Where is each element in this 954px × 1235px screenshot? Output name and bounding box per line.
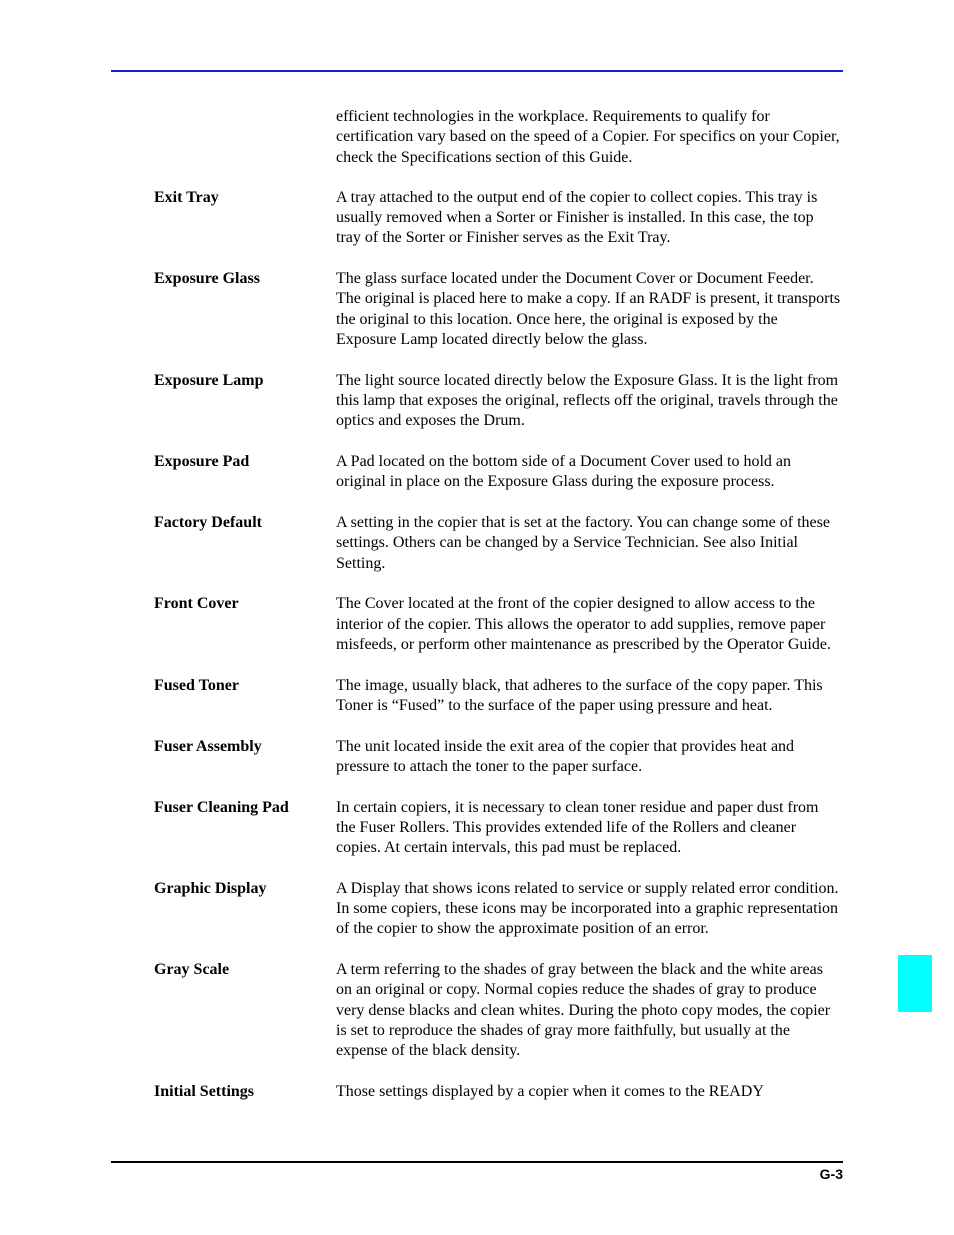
glossary-entry: [154, 1082, 844, 1102]
glossary-term: Initial Settings: [154, 1082, 255, 1100]
glossary-entry: [154, 879, 844, 940]
section-tab-marker: [898, 955, 932, 1012]
glossary-entry: [154, 737, 844, 778]
glossary-entry: [154, 452, 844, 493]
glossary-entry: [154, 676, 844, 717]
glossary-entry: [154, 371, 844, 432]
glossary-entry: [154, 594, 844, 655]
page-number: G-3: [819, 1166, 843, 1182]
continued-definition: efficient technologies in the workplace. Requirements to qualify for certification vary based on the speed of a Copier. For specifics on your Copier, check the Specifications section of this Guide.: [336, 108, 840, 166]
glossary-definition: The glass surface located under the Document Cover or Document Feeder. The original is placed here to make a copy. If an RADF is present, it transports the original to this location. Once here, the original is exposed by the Exposure Lamp located directly below the glass.: [336, 270, 841, 349]
glossary-term: Exposure Pad: [154, 453, 250, 471]
glossary-term: Exposure Lamp: [154, 371, 264, 389]
glossary-definition: The image, usually black, that adheres to the surface of the copy paper. This Toner is “Fused” to the surface of the paper using pressure and heat.: [336, 676, 823, 714]
glossary-definition: A Pad located on the bottom side of a Document Cover used to hold an original in place on the Exposure Glass during the exposure process.: [336, 453, 792, 491]
glossary-definition: In certain copiers, it is necessary to clean toner residue and paper dust from the Fuser Rollers. This provides extended life of the Rollers and cleaner copies. At certain intervals, this pad must be replaced.: [336, 798, 819, 857]
glossary-definition: The Cover located at the front of the copier designed to allow access to the interior of the copier. This allows the operator to add supplies, remove paper misfeeds, or perform other maintenance as prescribed by the Operator Guide.: [336, 595, 831, 653]
glossary-entry: [154, 188, 844, 249]
glossary-term: Exposure Glass: [154, 270, 260, 288]
glossary-term: Fuser Assembly: [154, 737, 262, 755]
glossary-definition: The unit located inside the exit area of the copier that provides heat and pressure to attach the toner to the paper surface.: [336, 737, 795, 775]
glossary-entry: [154, 513, 844, 574]
glossary-term: Graphic Display: [154, 879, 267, 897]
glossary-term: Front Cover: [154, 595, 239, 613]
glossary-term: Gray Scale: [154, 961, 230, 979]
glossary-entry: [154, 269, 844, 350]
glossary-definition: A setting in the copier that is set at the factory. You can change some of these settings. Others can be changed by a Service Technician. See also Initial Setting.: [336, 514, 830, 572]
glossary-term: Factory Default: [154, 514, 262, 532]
glossary-definition: A term referring to the shades of gray between the black and the white areas on an original or copy. Normal copies reduce the shades of gray to produce very dense blacks and clean whites. During the photo copy modes, the copier is set to reproduce the shades of gray more faithfully, but usually at the expense of the black density.: [336, 961, 831, 1060]
glossary-term: Exit Tray: [154, 188, 219, 206]
glossary-definition: Those settings displayed by a copier when it comes to the READY: [336, 1082, 764, 1100]
glossary-term: Fuser Cleaning Pad: [154, 798, 289, 816]
glossary-term: Fused Toner: [154, 676, 239, 694]
glossary-definition: A Display that shows icons related to service or supply related error condition. In some copiers, these icons may be incorporated into a graphic representation of the copier to show the approximate position of an error.: [336, 879, 839, 938]
glossary-content: [154, 107, 844, 1123]
glossary-entry: [154, 960, 844, 1061]
footer-rule: [111, 1161, 843, 1163]
glossary-definition: The light source located directly below the Exposure Glass. It is the light from this lamp that exposes the original, reflects off the original, travels through the optics and exposes the Drum.: [336, 371, 839, 430]
glossary-definition: A tray attached to the output end of the copier to collect copies. This tray is usually removed when a Sorter or Finisher is installed. In this case, the top tray of the Sorter or Finisher serves as the Exit Tray.: [336, 188, 818, 247]
glossary-entry: [154, 798, 844, 859]
header-rule: [111, 70, 843, 72]
